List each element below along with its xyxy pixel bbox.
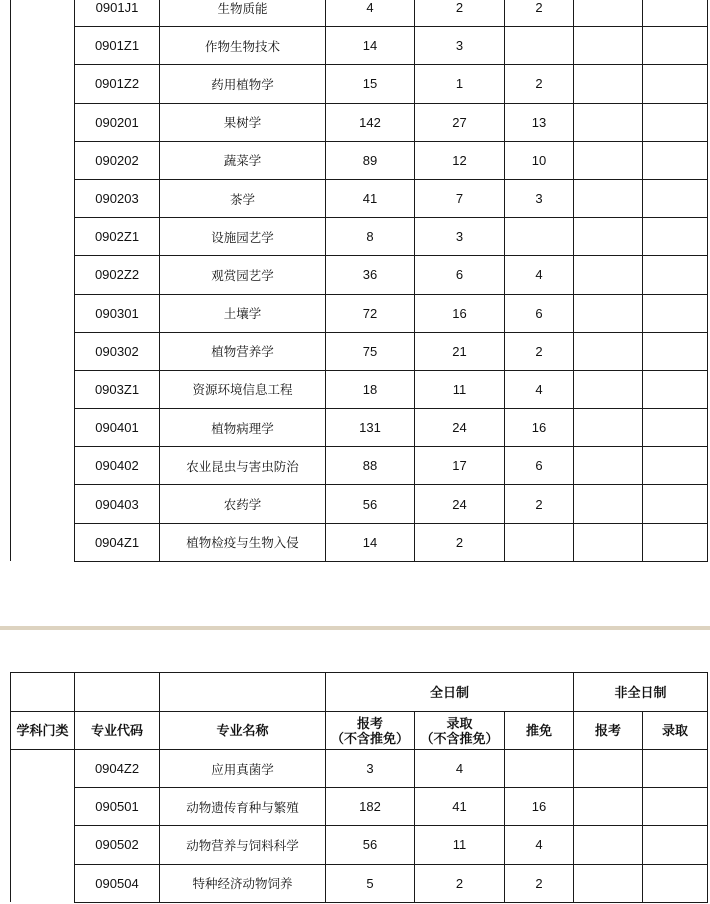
table-row <box>11 0 708 27</box>
cell-exempt: 3 <box>505 179 574 217</box>
cell-pt-apply <box>574 103 643 141</box>
cell-exempt: 6 <box>505 447 574 485</box>
cell-name: 果树学 <box>160 103 326 141</box>
cell-admit: 11 <box>415 370 505 408</box>
cell-exempt: 2 <box>505 65 574 103</box>
cell-apply: 15 <box>326 65 415 103</box>
cell-apply: 3 <box>326 750 415 788</box>
cell-pt-admit <box>643 0 708 27</box>
admissions-table-bottom <box>10 672 708 903</box>
header-parttime: 非全日制 <box>574 673 708 712</box>
header-exempt: 推免 <box>505 712 574 750</box>
table-row <box>11 485 708 523</box>
cell-admit: 17 <box>415 447 505 485</box>
cell-code: 090504 <box>75 864 160 902</box>
table-row <box>11 370 708 408</box>
cell-admit: 11 <box>415 826 505 864</box>
cell-name: 茶学 <box>160 179 326 217</box>
header-code: 专业代码 <box>75 712 160 750</box>
cell-pt-apply <box>574 750 643 788</box>
header-admit-line1: 录取 <box>446 715 473 731</box>
cell-admit: 27 <box>415 103 505 141</box>
header-admit-line2: （不含推免） <box>420 730 499 746</box>
table-row <box>11 256 708 294</box>
cell-exempt: 2 <box>505 485 574 523</box>
table-header <box>11 673 708 750</box>
cell-pt-admit <box>643 826 708 864</box>
cell-admit: 24 <box>415 409 505 447</box>
category-cell <box>11 750 75 903</box>
header-blank-category <box>11 673 75 712</box>
table-row <box>11 218 708 256</box>
cell-admit: 2 <box>415 523 505 561</box>
cell-code: 0904Z1 <box>75 523 160 561</box>
cell-code: 0901Z1 <box>75 27 160 65</box>
cell-code: 090402 <box>75 447 160 485</box>
cell-name: 资源环境信息工程 <box>160 370 326 408</box>
cell-admit: 6 <box>415 256 505 294</box>
cell-pt-apply <box>574 27 643 65</box>
header-blank-code <box>75 673 160 712</box>
cell-pt-admit <box>643 218 708 256</box>
cell-admit: 41 <box>415 788 505 826</box>
cell-exempt <box>505 750 574 788</box>
cell-pt-apply <box>574 370 643 408</box>
cell-code: 0901J1 <box>75 0 160 27</box>
cell-name: 农药学 <box>160 485 326 523</box>
cell-exempt: 4 <box>505 370 574 408</box>
cell-name: 生物质能 <box>160 0 326 27</box>
cell-admit: 1 <box>415 65 505 103</box>
cell-code: 0901Z2 <box>75 65 160 103</box>
cell-name: 植物病理学 <box>160 409 326 447</box>
cell-pt-apply <box>574 256 643 294</box>
table-row <box>11 332 708 370</box>
cell-pt-admit <box>643 27 708 65</box>
header-blank-name <box>160 673 326 712</box>
cell-admit: 21 <box>415 332 505 370</box>
cell-pt-apply <box>574 447 643 485</box>
header-name: 专业名称 <box>160 712 326 750</box>
cell-pt-apply <box>574 294 643 332</box>
cell-code: 0903Z1 <box>75 370 160 408</box>
cell-pt-admit <box>643 179 708 217</box>
table-row <box>11 750 708 788</box>
cell-pt-apply <box>574 141 643 179</box>
cell-name: 应用真菌学 <box>160 750 326 788</box>
cell-name: 动物营养与饲料科学 <box>160 826 326 864</box>
cell-pt-admit <box>643 409 708 447</box>
cell-pt-admit <box>643 750 708 788</box>
header-pt-admit: 录取 <box>643 712 708 750</box>
cell-pt-apply <box>574 179 643 217</box>
cell-name: 植物检疫与生物入侵 <box>160 523 326 561</box>
cell-exempt: 2 <box>505 864 574 902</box>
cell-exempt <box>505 523 574 561</box>
table-row <box>11 447 708 485</box>
cell-name: 蔬菜学 <box>160 141 326 179</box>
cell-pt-admit <box>643 864 708 902</box>
cell-name: 特种经济动物饲养 <box>160 864 326 902</box>
cell-exempt: 16 <box>505 788 574 826</box>
cell-pt-apply <box>574 409 643 447</box>
cell-code: 090501 <box>75 788 160 826</box>
cell-exempt: 10 <box>505 141 574 179</box>
header-apply-line2: （不含推免） <box>330 730 409 746</box>
cell-pt-admit <box>643 332 708 370</box>
cell-pt-admit <box>643 370 708 408</box>
cell-apply: 75 <box>326 332 415 370</box>
cell-name: 农业昆虫与害虫防治 <box>160 447 326 485</box>
cell-code: 090401 <box>75 409 160 447</box>
cell-apply: 182 <box>326 788 415 826</box>
table-row <box>11 864 708 902</box>
table-row <box>11 27 708 65</box>
cell-admit: 12 <box>415 141 505 179</box>
cell-apply: 5 <box>326 864 415 902</box>
cell-pt-admit <box>643 485 708 523</box>
cell-apply: 56 <box>326 485 415 523</box>
cell-apply: 4 <box>326 0 415 27</box>
cell-pt-apply <box>574 485 643 523</box>
cell-pt-admit <box>643 523 708 561</box>
cell-exempt <box>505 218 574 256</box>
cell-pt-apply <box>574 523 643 561</box>
header-apply-line1: 报考 <box>356 715 383 731</box>
cell-name: 作物生物技术 <box>160 27 326 65</box>
cell-pt-apply <box>574 826 643 864</box>
cell-exempt: 13 <box>505 103 574 141</box>
cell-apply: 56 <box>326 826 415 864</box>
table-row <box>11 141 708 179</box>
cell-exempt: 16 <box>505 409 574 447</box>
cell-admit: 4 <box>415 750 505 788</box>
cell-apply: 14 <box>326 27 415 65</box>
cell-apply: 18 <box>326 370 415 408</box>
cell-pt-admit <box>643 256 708 294</box>
table-row <box>11 788 708 826</box>
cell-admit: 16 <box>415 294 505 332</box>
table-row <box>11 65 708 103</box>
cell-pt-apply <box>574 218 643 256</box>
cell-pt-admit <box>643 103 708 141</box>
cell-code: 090502 <box>75 826 160 864</box>
table-row <box>11 103 708 141</box>
table-row <box>11 523 708 561</box>
cell-code: 0902Z2 <box>75 256 160 294</box>
cell-exempt: 2 <box>505 0 574 27</box>
table-body-top <box>11 0 708 561</box>
table-body-bottom <box>11 750 708 903</box>
admissions-table-top <box>10 0 708 562</box>
cell-pt-apply <box>574 864 643 902</box>
cell-admit: 2 <box>415 0 505 27</box>
cell-apply: 14 <box>326 523 415 561</box>
cell-code: 090301 <box>75 294 160 332</box>
cell-apply: 89 <box>326 141 415 179</box>
cell-pt-apply <box>574 0 643 27</box>
cell-admit: 24 <box>415 485 505 523</box>
header-fulltime: 全日制 <box>326 673 574 712</box>
table-row <box>11 409 708 447</box>
cell-admit: 3 <box>415 27 505 65</box>
header-category: 学科门类 <box>11 712 75 750</box>
cell-name: 药用植物学 <box>160 65 326 103</box>
cell-code: 090203 <box>75 179 160 217</box>
cell-name: 设施园艺学 <box>160 218 326 256</box>
section-divider <box>0 626 710 630</box>
cell-exempt: 2 <box>505 332 574 370</box>
table-row <box>11 294 708 332</box>
cell-admit: 2 <box>415 864 505 902</box>
cell-name: 动物遗传育种与繁殖 <box>160 788 326 826</box>
cell-pt-apply <box>574 65 643 103</box>
cell-exempt: 6 <box>505 294 574 332</box>
cell-apply: 72 <box>326 294 415 332</box>
cell-apply: 36 <box>326 256 415 294</box>
cell-name: 土壤学 <box>160 294 326 332</box>
table-row <box>11 179 708 217</box>
cell-admit: 3 <box>415 218 505 256</box>
cell-apply: 41 <box>326 179 415 217</box>
cell-pt-admit <box>643 447 708 485</box>
cell-pt-apply <box>574 788 643 826</box>
cell-exempt <box>505 27 574 65</box>
cell-pt-admit <box>643 788 708 826</box>
cell-pt-admit <box>643 65 708 103</box>
cell-code: 090302 <box>75 332 160 370</box>
category-cell <box>11 0 75 561</box>
header-pt-apply: 报考 <box>574 712 643 750</box>
cell-pt-admit <box>643 141 708 179</box>
cell-apply: 131 <box>326 409 415 447</box>
cell-apply: 142 <box>326 103 415 141</box>
cell-apply: 88 <box>326 447 415 485</box>
cell-pt-admit <box>643 294 708 332</box>
cell-name: 植物营养学 <box>160 332 326 370</box>
cell-code: 090201 <box>75 103 160 141</box>
cell-name: 观赏园艺学 <box>160 256 326 294</box>
cell-apply: 8 <box>326 218 415 256</box>
cell-code: 090202 <box>75 141 160 179</box>
cell-exempt: 4 <box>505 826 574 864</box>
table-row <box>11 826 708 864</box>
cell-exempt: 4 <box>505 256 574 294</box>
cell-code: 0904Z2 <box>75 750 160 788</box>
header-apply <box>326 712 415 750</box>
cell-admit: 7 <box>415 179 505 217</box>
header-admit <box>415 712 505 750</box>
cell-code: 0902Z1 <box>75 218 160 256</box>
cell-code: 090403 <box>75 485 160 523</box>
cell-pt-apply <box>574 332 643 370</box>
